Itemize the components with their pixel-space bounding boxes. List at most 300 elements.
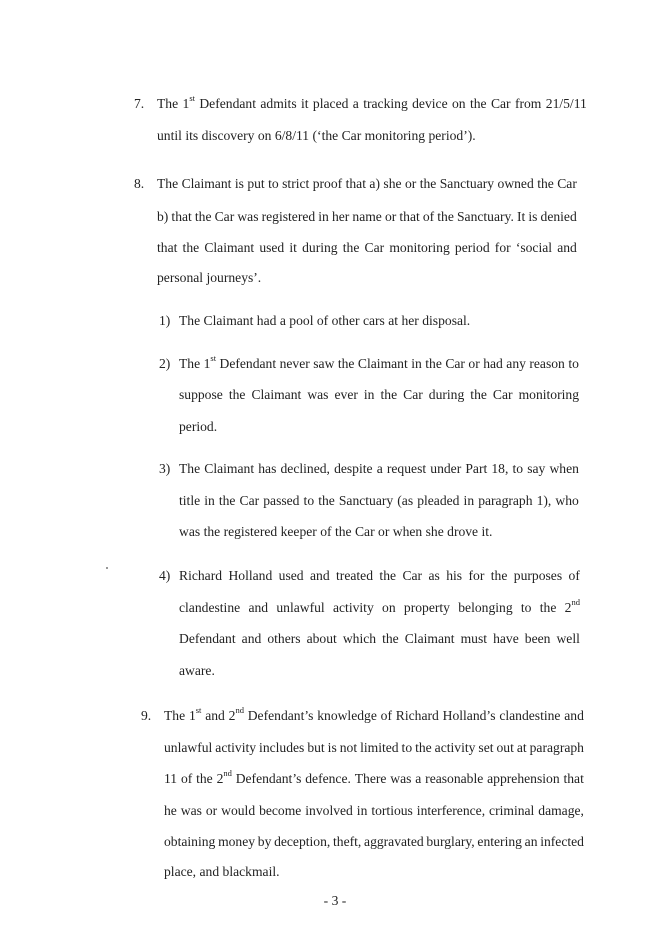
- word: [164, 864, 196, 879]
- word-text: to: [401, 740, 413, 755]
- ordinal-suffix: nd: [235, 705, 244, 716]
- word-text: (‘the: [312, 128, 339, 143]
- paragraph-number: 7.: [134, 96, 145, 111]
- ordinal-suffix: st: [189, 93, 195, 104]
- word: [313, 356, 334, 372]
- word-text: Car: [445, 356, 465, 371]
- word-text: the: [334, 524, 352, 539]
- word: [276, 600, 324, 616]
- word-text: activity: [332, 600, 374, 615]
- word: [157, 209, 168, 225]
- word-text: Claimant: [251, 387, 302, 402]
- word: [179, 313, 200, 328]
- word-text: knowledge: [317, 708, 377, 723]
- word: [242, 631, 262, 647]
- word-text: is: [327, 740, 337, 755]
- word: [491, 568, 508, 584]
- word: [402, 568, 422, 584]
- word: [468, 356, 479, 372]
- word-text: apprehension: [487, 771, 560, 786]
- word: [423, 209, 434, 225]
- word: [402, 740, 413, 756]
- word: [171, 209, 191, 225]
- word-text: the: [218, 493, 236, 508]
- word-text: request: [386, 461, 427, 476]
- word-text: the: [537, 176, 554, 191]
- word-text: the: [415, 740, 432, 755]
- word: [540, 834, 584, 850]
- word: [237, 209, 258, 225]
- word: [365, 240, 385, 256]
- word-text: to: [520, 600, 532, 615]
- word: [340, 740, 357, 756]
- word: [396, 708, 439, 724]
- word: [333, 600, 374, 616]
- word: [179, 356, 200, 372]
- word-text: 2: [216, 771, 224, 786]
- word-text: 1),: [536, 493, 552, 508]
- word-text: paragraph: [529, 740, 584, 755]
- word: [430, 461, 461, 477]
- word: [381, 708, 392, 724]
- word: [357, 803, 368, 819]
- word-text: title: [179, 493, 201, 508]
- word: [195, 209, 212, 225]
- word: [537, 493, 552, 509]
- word-text: the: [228, 387, 246, 402]
- paragraph-number: 8.: [134, 176, 145, 191]
- word: [275, 128, 309, 143]
- word: [465, 461, 487, 477]
- word-text: belonging: [458, 600, 513, 615]
- word-text: The: [164, 708, 186, 723]
- paragraph-line: [157, 209, 577, 225]
- word: [258, 461, 276, 477]
- word-text: the: [203, 524, 221, 539]
- ordinal-suffix: nd: [223, 768, 232, 779]
- word-text: 21/5/11: [545, 96, 587, 111]
- word-text: say: [527, 461, 546, 476]
- page-number: - 3 -: [323, 893, 347, 908]
- word: [425, 771, 483, 787]
- word: [470, 387, 487, 403]
- word-text: his: [446, 568, 463, 583]
- word: [557, 240, 577, 256]
- paragraph-line: [179, 568, 580, 584]
- word: [497, 740, 514, 756]
- word: [223, 864, 280, 879]
- word: [470, 96, 487, 112]
- word: [204, 240, 254, 256]
- word: [369, 176, 380, 192]
- word-text: placed: [312, 96, 349, 111]
- word: [313, 128, 339, 143]
- word: [157, 176, 178, 192]
- word: [549, 461, 578, 477]
- word-text: the: [425, 356, 442, 371]
- word: [259, 740, 304, 756]
- word-text: on: [382, 600, 396, 615]
- word-text: when: [549, 461, 579, 476]
- word-text: Claimant: [204, 240, 255, 255]
- ordinal-suffix: st: [210, 353, 217, 364]
- word-text: that: [563, 771, 584, 786]
- word-text: registered: [261, 209, 316, 224]
- word: [179, 493, 200, 509]
- word: [422, 313, 470, 328]
- word-text: purposes: [513, 568, 563, 583]
- word-text: put: [247, 176, 265, 191]
- word: [525, 834, 538, 850]
- word: [401, 313, 418, 328]
- word-text: keeper: [280, 524, 317, 539]
- word: [258, 128, 272, 143]
- word-text: Claimant: [357, 356, 408, 371]
- word-text: unlawful: [276, 600, 325, 615]
- word: [259, 240, 284, 256]
- word: [564, 708, 584, 724]
- word: [267, 631, 300, 647]
- word-text: clandestine: [179, 600, 241, 615]
- word-text: that: [157, 240, 178, 255]
- word: [307, 387, 328, 403]
- word: [280, 313, 286, 328]
- word-text: Car: [557, 176, 577, 191]
- word: [447, 524, 478, 539]
- word-text: on: [451, 96, 466, 111]
- word: [274, 834, 330, 850]
- word: [493, 387, 513, 403]
- word-text: the: [419, 176, 437, 191]
- word: [411, 356, 422, 372]
- word: [248, 600, 268, 616]
- word-text: the: [469, 96, 487, 111]
- word: [181, 771, 192, 787]
- word: [540, 600, 557, 616]
- word-text: been: [524, 631, 551, 646]
- word: [525, 631, 551, 647]
- word-text: who: [555, 493, 579, 508]
- word: [219, 493, 236, 509]
- word-text: for: [494, 240, 511, 255]
- word: [204, 524, 221, 539]
- word-text: she: [383, 176, 402, 191]
- word: [397, 493, 413, 509]
- word: [204, 313, 254, 328]
- word: [185, 128, 198, 143]
- paragraph-number: 9.: [141, 708, 152, 723]
- word-text: suppose: [179, 387, 223, 402]
- word-text: aggravated: [364, 834, 424, 849]
- word-text: that: [345, 176, 366, 191]
- word: [563, 771, 583, 787]
- word-text: or: [384, 209, 397, 224]
- word-text: the: [382, 631, 399, 646]
- word: [446, 568, 462, 584]
- paragraph-line: [179, 461, 579, 477]
- word-text: disposal.: [422, 313, 471, 328]
- word-text: cars: [362, 313, 385, 328]
- word-text: is: [234, 176, 244, 191]
- word: [514, 568, 562, 584]
- word: [371, 803, 413, 819]
- word: [569, 568, 580, 584]
- word-text: strict: [282, 176, 310, 191]
- word: [332, 209, 349, 225]
- word-text: a): [369, 176, 380, 191]
- word: [204, 461, 254, 477]
- word: [506, 356, 526, 372]
- word: [445, 356, 465, 372]
- word-text: was: [179, 524, 201, 539]
- word-text: registered: [223, 524, 278, 539]
- paragraph-line: [164, 740, 584, 756]
- word-text: The: [157, 176, 179, 191]
- word-text: of: [316, 313, 329, 328]
- word: [182, 176, 232, 192]
- word-text: by: [257, 834, 272, 849]
- word: [491, 96, 511, 112]
- word: [317, 708, 377, 724]
- word-text: or: [404, 176, 417, 191]
- paragraph-line: [157, 240, 577, 256]
- word: [179, 600, 240, 616]
- word: [464, 493, 475, 509]
- word: [317, 313, 328, 328]
- word: [302, 240, 338, 256]
- word-text: Claimant: [204, 461, 255, 476]
- word-text: he: [164, 803, 177, 818]
- word-text: the: [490, 568, 508, 583]
- word-text: never: [279, 356, 310, 371]
- word-text: and: [205, 708, 225, 723]
- word: [188, 705, 202, 724]
- word-text: her: [401, 313, 419, 328]
- word: [257, 313, 277, 328]
- word-text: Claimant: [203, 313, 254, 328]
- word-text: interference,: [416, 803, 486, 818]
- word: [228, 568, 272, 584]
- word: [307, 631, 337, 647]
- word-text: Part: [465, 461, 488, 476]
- word-text: reasonable: [425, 771, 484, 786]
- word: [318, 209, 329, 225]
- word: [483, 356, 503, 372]
- word-text: monitoring: [518, 387, 579, 402]
- word: [179, 387, 223, 403]
- word-text: and: [199, 864, 220, 879]
- word-text: saw: [313, 356, 335, 371]
- word-text: until: [157, 128, 182, 143]
- word: [215, 209, 235, 225]
- word-text: Car: [364, 240, 385, 255]
- word-text: become: [259, 803, 302, 818]
- word-text: was: [390, 771, 412, 786]
- word-text: involved: [305, 803, 353, 818]
- word: [355, 771, 387, 787]
- word: [235, 176, 244, 192]
- word-text: would: [221, 803, 256, 818]
- word-text: obtaining: [164, 834, 216, 849]
- word-text: have: [493, 631, 519, 646]
- word: [452, 96, 466, 112]
- word: [528, 209, 537, 225]
- paragraph-line: [164, 864, 584, 880]
- word-text: to: [303, 493, 315, 508]
- word-text: had: [483, 356, 503, 371]
- word: [493, 631, 519, 647]
- word-text: in: [411, 356, 422, 371]
- word-text: a: [415, 771, 422, 786]
- word: [537, 176, 554, 192]
- word: [415, 740, 432, 756]
- word-text: the: [379, 568, 397, 583]
- word-text: 6/8/11: [274, 128, 310, 143]
- word: [280, 461, 329, 477]
- word-text: Car: [341, 128, 362, 143]
- word-text: tortious: [371, 803, 413, 818]
- word-text: and: [309, 568, 330, 583]
- word-text: theft,: [333, 834, 362, 849]
- word: [289, 240, 297, 256]
- paragraph-line: [179, 353, 579, 372]
- word-text: not: [339, 740, 358, 755]
- word: [281, 524, 317, 539]
- word: [220, 356, 277, 372]
- word-text: the: [196, 771, 213, 786]
- word-text: The: [179, 461, 201, 476]
- word: [382, 631, 399, 647]
- word: [527, 461, 545, 477]
- word: [363, 313, 385, 328]
- word-text: entering: [477, 834, 522, 849]
- word-text: The: [179, 313, 201, 328]
- paragraph-line: [157, 128, 587, 144]
- word: [415, 771, 421, 787]
- word-text: 11: [164, 771, 178, 786]
- word: [248, 708, 314, 724]
- word-text: period: [454, 240, 490, 255]
- word: [469, 568, 485, 584]
- word-text: 1: [188, 708, 196, 723]
- word-text: reason: [529, 356, 565, 371]
- word-text: name: [352, 209, 382, 224]
- word-text: it.: [481, 524, 493, 539]
- word-text: Sanctuary: [439, 176, 495, 191]
- word-text: owned: [497, 176, 534, 191]
- word-text: monitoring: [364, 128, 426, 143]
- word-text: or: [205, 803, 218, 818]
- word-text: Car: [490, 96, 511, 111]
- word: [202, 128, 255, 143]
- word: [157, 240, 177, 256]
- word-text: Car: [214, 209, 235, 224]
- word-text: discovery: [201, 128, 255, 143]
- word-text: treated: [336, 568, 374, 583]
- word-text: Defendant’s: [235, 771, 302, 786]
- word-text: place,: [164, 864, 197, 879]
- word-text: Car: [402, 568, 423, 583]
- word: [336, 568, 373, 584]
- word: [405, 631, 455, 647]
- word: [478, 493, 532, 509]
- word-text: must: [460, 631, 488, 646]
- word: [259, 803, 301, 819]
- word-text: infected: [540, 834, 584, 849]
- word-text: Car: [403, 387, 423, 402]
- word: [455, 240, 490, 256]
- word: [335, 524, 352, 539]
- paragraph-line: [179, 524, 579, 540]
- word-text: unlawful: [164, 740, 213, 755]
- word: [181, 803, 202, 819]
- word-text: is: [528, 209, 538, 224]
- word: [318, 493, 335, 509]
- word: [333, 834, 361, 850]
- word-text: the: [337, 356, 355, 371]
- word: [517, 740, 527, 756]
- word: [555, 493, 578, 509]
- word-text: Defendant: [179, 631, 236, 646]
- word-text: b): [157, 209, 169, 224]
- word-text: out: [496, 740, 514, 755]
- word: [216, 768, 232, 787]
- paragraph-line: [179, 313, 579, 329]
- word-text: Car: [239, 493, 260, 508]
- word-text: (as: [397, 493, 414, 508]
- word: [338, 356, 355, 372]
- word: [412, 96, 447, 112]
- word-text: it: [300, 96, 309, 111]
- word-text: used: [278, 568, 304, 583]
- word: [205, 708, 225, 724]
- word: [164, 708, 185, 724]
- word-text: and: [248, 600, 269, 615]
- word-text: and: [564, 708, 584, 723]
- word: [304, 493, 315, 509]
- word: [179, 419, 217, 434]
- word: [437, 209, 454, 225]
- word: [179, 524, 200, 539]
- word-text: Defendant’s: [247, 708, 314, 723]
- word-text: criminal: [489, 803, 535, 818]
- word: [247, 176, 264, 192]
- paragraph-line: [179, 663, 580, 679]
- word: [258, 834, 272, 850]
- word: [183, 240, 200, 256]
- word-text: to: [512, 461, 524, 476]
- word-text: of: [380, 708, 392, 723]
- word-text: ever: [334, 387, 358, 402]
- word: [482, 524, 493, 539]
- word-text: her: [331, 209, 350, 224]
- word-text: aware.: [179, 663, 215, 678]
- word: [405, 176, 416, 192]
- word: [530, 740, 584, 756]
- word-text: Sanctuary: [338, 493, 394, 508]
- paragraph-line: [157, 176, 577, 192]
- word-text: to: [568, 356, 579, 371]
- paragraph-line: [164, 768, 584, 787]
- paragraph-line: [157, 270, 577, 286]
- word: [196, 771, 213, 787]
- word: [557, 176, 577, 192]
- paragraph-line: [179, 387, 579, 403]
- word: [313, 176, 342, 192]
- word-text: on: [257, 128, 272, 143]
- word: [218, 834, 255, 850]
- word-text: of: [568, 568, 580, 583]
